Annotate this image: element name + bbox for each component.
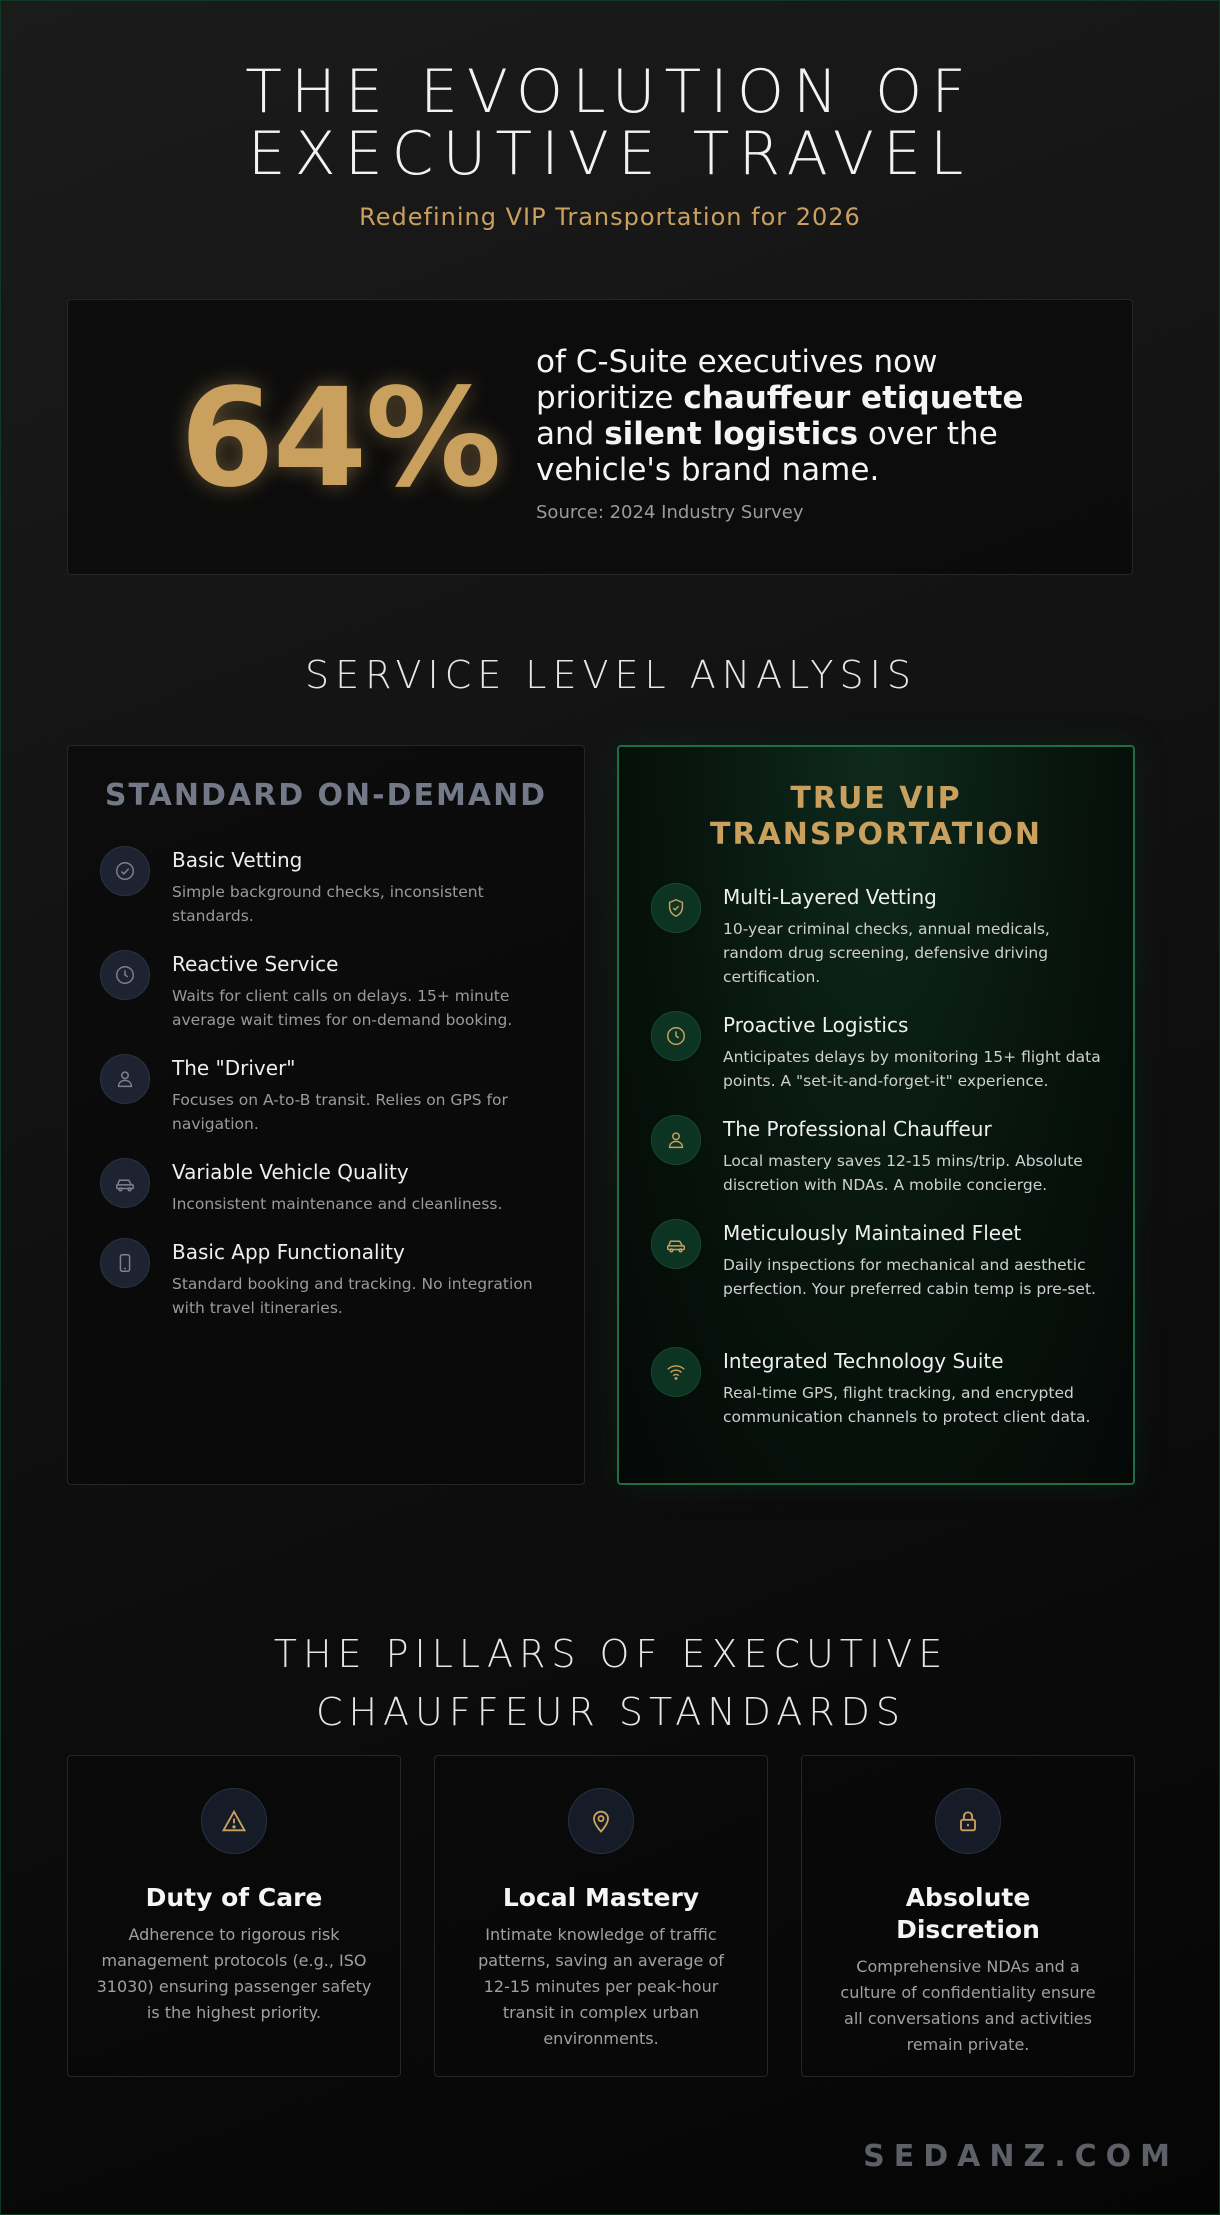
feature-title: Basic App Functionality [172,1240,405,1264]
feature-title: The "Driver" [172,1056,296,1080]
pillar-desc: Comprehensive NDAs and a culture of confidentiality ensure all conversations and activities remain private. [840,1957,1096,2054]
map-pin-icon [568,1788,634,1854]
feature-title: The Professional Chauffeur [723,1117,992,1141]
car-icon [651,1219,701,1269]
feature-desc: Daily inspections for mechanical and aesthetic perfection. Your preferred cabin temp is pre-set. [723,1256,1096,1298]
person-icon [100,1054,150,1104]
check-circle-icon [100,846,150,896]
feature-title: Proactive Logistics [723,1013,909,1037]
stat-callout [67,299,1133,575]
pillar-card [434,1755,768,2077]
vip-panel [617,745,1135,1485]
feature-title: Variable Vehicle Quality [172,1160,409,1184]
phone-icon [100,1238,150,1288]
person-icon [651,1115,701,1165]
standard-panel [67,745,585,1485]
feature-desc: Standard booking and tracking. No integration with travel itineraries. [172,1275,533,1317]
feature-desc: Local mastery saves 12-15 mins/trip. Absolute discretion with NDAs. A mobile concierge. [723,1152,1083,1194]
clock-icon [100,950,150,1000]
service-section-title: SERVICE LEVEL ANALYSIS [305,653,917,697]
car-icon [100,1158,150,1208]
clock-icon [651,1011,701,1061]
vip-panel-title: TRUE VIP TRANSPORTATION [710,781,1042,852]
pillar-desc: Intimate knowledge of traffic patterns, saving an average of 12-15 minutes per peak-hour transit in complex urban environments. [478,1925,724,2048]
pillar-title: Absolute Discretion [896,1883,1040,1944]
stat-bold-1: chauffeur etiquette [683,380,1024,416]
feature-desc: Inconsistent maintenance and cleanliness. [172,1195,503,1213]
brand-logo-text: SEDANZ.COM [863,2139,1179,2174]
feature-desc: Anticipates delays by monitoring 15+ flight data points. A "set-it-and-forget-it" experience. [723,1048,1101,1090]
stat-text-1: of C-Suite executives now prioritize [536,344,938,416]
stat-text-3: over the vehicle's brand name. [536,416,998,488]
stat-bold-2: silent logistics [604,416,859,452]
feature-title: Integrated Technology Suite [723,1349,1004,1373]
lock-icon [935,1788,1001,1854]
feature-desc: Focuses on A-to-B transit. Relies on GPS for navigation. [172,1091,508,1133]
page-subtitle: Redefining VIP Transportation for 2026 [359,203,861,231]
pillars-section-title: THE PILLARS OF EXECUTIVE CHAUFFEUR STANDARDS [273,1632,949,1734]
stat-source: Source: 2024 Industry Survey [536,502,804,523]
stat-value: 64% [180,360,500,518]
feature-title: Multi-Layered Vetting [723,885,937,909]
stat-text-2: and [536,416,605,452]
pillar-card [67,1755,401,2077]
feature-title: Meticulously Maintained Fleet [723,1221,1022,1245]
pillar-desc: Adherence to rigorous risk management protocols (e.g., ISO 31030) ensuring passenger safety is the highest priority. [96,1925,372,2022]
pillar-title: Duty of Care [145,1883,323,1912]
feature-desc: Real-time GPS, flight tracking, and encrypted communication channels to protect client data. [723,1384,1091,1426]
wifi-icon [651,1347,701,1397]
stat-text [536,344,1056,488]
standard-panel-title: STANDARD ON-DEMAND [104,778,548,813]
page-title: THE EVOLUTION OF EXECUTIVE TRAVEL [245,57,975,189]
shield-check-icon [651,883,701,933]
warning-triangle-icon [201,1788,267,1854]
feature-title: Basic Vetting [172,848,303,872]
pillar-title: Local Mastery [502,1883,700,1912]
feature-title: Reactive Service [172,952,339,976]
feature-desc: Waits for client calls on delays. 15+ minute average wait times for on-demand booking. [172,987,513,1029]
feature-desc: Simple background checks, inconsistent standards. [172,883,484,925]
header [1,1,1219,231]
feature-desc: 10-year criminal checks, annual medicals, random drug screening, defensive driving certification. [723,920,1050,986]
pillar-card [801,1755,1135,2077]
